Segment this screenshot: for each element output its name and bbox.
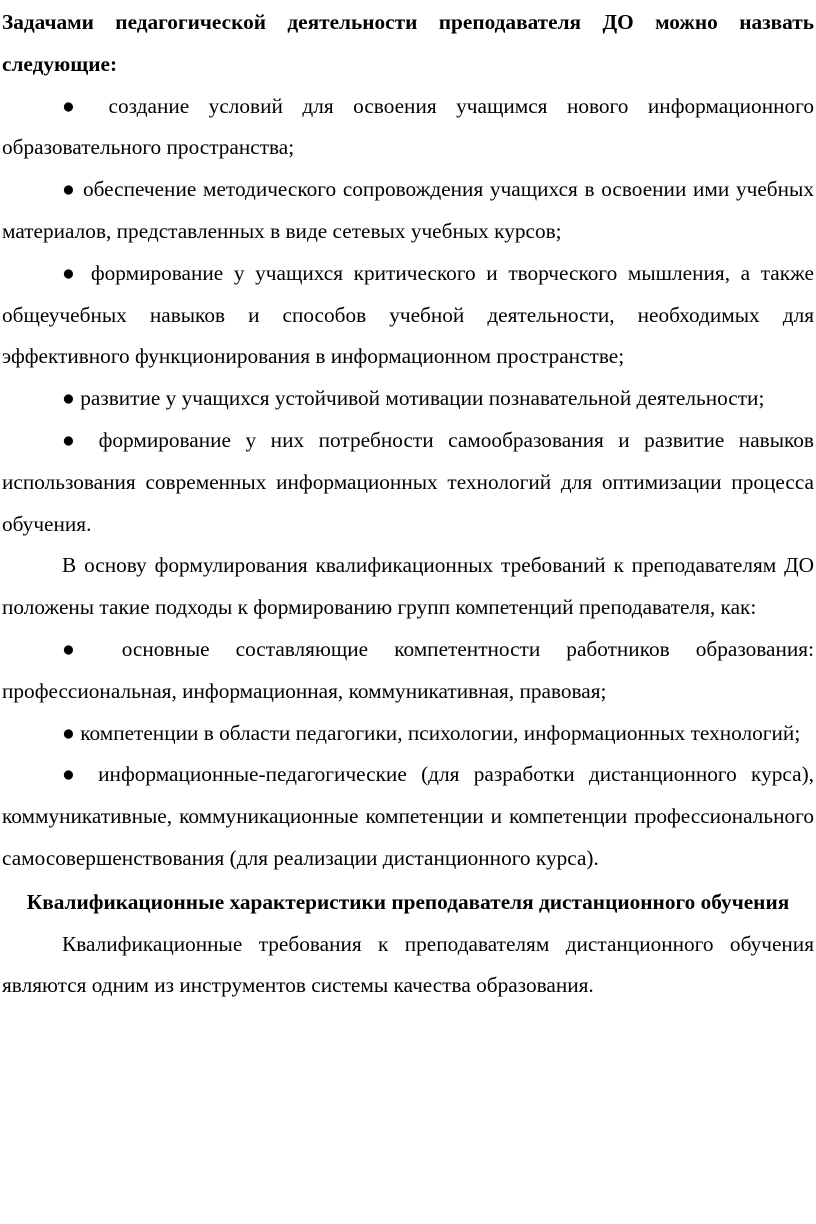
bullet-icon: ● <box>62 93 90 118</box>
bullet-icon: ● <box>62 762 84 787</box>
task-text-4: развитие у учащихся устойчивой мотивации познавательной деятельности; <box>80 386 765 411</box>
task-text-3: формирование у учащихся критического и творческого мышления, а также общеучебных навыков и способов учебной деятельности, необходимых для эффективного функционирования в информационном пространстве; <box>2 260 814 369</box>
intro-paragraph: Задачами педагогической деятельности преподавателя ДО можно назвать следующие: <box>2 10 814 76</box>
competency-text-3: информационные-педагогические (для разработки дистанционного курса), коммуникативные, коммуникационные компетенции и компетенции профессионального самосовершенствования (для реализации дистанционного курса). <box>2 762 814 870</box>
task-text-5: формирование у них потребности самообразования и развитие навыков использования современных информационных технологий для оптимизации процесса обучения. <box>2 427 814 536</box>
task-text-1: создание условий для освоения учащимся нового информационного образовательного пространства; <box>2 93 814 160</box>
bullet-icon: ● <box>62 636 96 661</box>
task-item-2 <box>2 169 814 253</box>
bullet-icon: ● <box>62 177 77 202</box>
competency-text-1: основные составляющие компетентности работников образования: профессиональная, информационная, коммуникативная, правовая; <box>2 636 815 703</box>
bullet-icon: ● <box>62 720 75 745</box>
competency-text-2: компетенции в области педагогики, психологии, информационных технологий; <box>80 720 801 745</box>
bullet-icon: ● <box>62 386 75 411</box>
competency-item-2 <box>2 713 814 755</box>
competencies-intro-paragraph: В основу формулирования квалификационных требований к преподавателям ДО положены такие подходы к формированию групп компетенций преподавателя, как: <box>2 553 814 620</box>
competency-item-1 <box>2 629 814 713</box>
task-item-4 <box>2 378 814 420</box>
bullet-icon: ● <box>62 260 81 285</box>
task-text-2: обеспечение методического сопровождения учащихся в освоении ими учебных материалов, представленных в виде сетевых учебных курсов; <box>2 177 814 243</box>
bullet-icon: ● <box>62 427 85 452</box>
task-item-5 <box>2 420 814 545</box>
competency-item-3 <box>2 754 814 879</box>
task-item-1 <box>2 86 814 170</box>
task-item-3 <box>2 253 814 378</box>
section-heading: Квалификационные характеристики преподавателя дистанционного обучения <box>26 889 790 914</box>
closing-paragraph: Квалификационные требования к преподавателям дистанционного обучения являются одним из инструментов системы качества образования. <box>2 931 814 998</box>
